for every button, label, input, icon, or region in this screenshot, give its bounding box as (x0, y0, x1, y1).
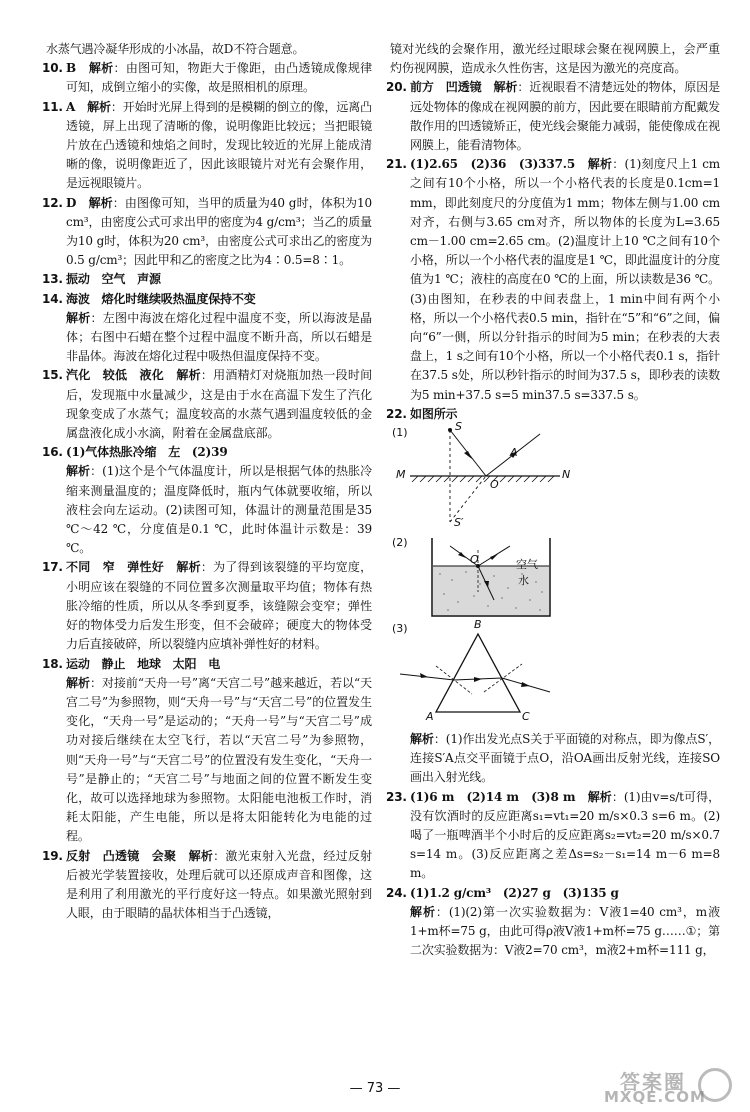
answer-number: 23. (386, 789, 407, 804)
label-o: O (490, 478, 499, 492)
answer-number: 11. (42, 99, 63, 114)
answer-number: 16. (42, 445, 63, 460)
answer-entry (42, 59, 373, 97)
answer-number: 21. (386, 157, 407, 172)
answer-text: 水蒸气遇冷凝华形成的小冰晶，故D不符合题意。 (46, 42, 305, 56)
answer-key: 反射 凸透镜 会聚 (66, 848, 177, 863)
label-a: A (510, 446, 518, 460)
answer-key: 不同 窄 弹性好 (66, 560, 165, 575)
analysis-label: 解析 (188, 848, 214, 863)
right-column (386, 40, 721, 961)
label-o: O (470, 553, 479, 567)
answer-key: B (66, 61, 76, 76)
analysis-label: 解析 (88, 61, 114, 76)
answer-key: (1)2.65 (2)36 (3)337.5 (410, 157, 576, 172)
answer-number: 22. (386, 406, 407, 421)
answer-key: D (66, 195, 77, 210)
analysis-label: 解析 (66, 310, 91, 325)
figure-refraction (390, 536, 720, 620)
answer-number: 17. (42, 560, 63, 575)
answer-entry (386, 155, 720, 405)
figure-3-tag: (3) (392, 622, 408, 636)
answer-number: 18. (42, 656, 63, 671)
prism-diagram (390, 622, 720, 726)
analysis-label: 解析 (587, 789, 612, 804)
answer-text: ：用酒精灯对烧瓶加热一段时间后，发现瓶中水量减少，这是由于水在高温下发生了汽化现象变成了水蒸气；温度较高的水蒸气遇到温度较低的金属盘液化成小水滴，附着在金属盘底部。 (66, 368, 372, 441)
answer-number: 13. (42, 272, 63, 287)
figure-1-tag: (1) (392, 426, 408, 440)
answer-entry (42, 366, 372, 443)
answer-entry (42, 194, 372, 271)
label-m: M (396, 468, 406, 482)
answer-entry (42, 98, 373, 194)
analysis-label: 解析 (493, 80, 518, 95)
label-c: C (522, 710, 530, 724)
figure-plane-mirror (390, 420, 720, 532)
analysis-label: 解析 (176, 368, 201, 383)
answer-number: 10. (42, 61, 63, 76)
label-air: 空气 (516, 558, 538, 572)
answer-text: ：(1)刻度尺上1 cm之间有10个小格，所以一个小格代表的长度是0.1cm=1 mm，即此刻度尺的分度值为1 mm；物体左侧与1.00 cm对齐，右侧与3.65 cm对齐，所以物体的长度为L=3.65 cm－1.00 cm=2.65 cm。(2)温度计上10 ℃之间有10个小格，所以一个小格代表的温度是1 ℃，即此温度计的分度值为1 ℃；液柱的高度在0 ℃的上面，所以读数是36 ℃。(3)由图知，在秒表的中间表盘上，1 min中间有两个小格，所以一个小格代表0.5 min，指针在“5”和“6”之间，偏向“6”一侧，所以分针指示的时间为5 min；在秒表的大表盘上，1 s之间有10个小格，所以一个小格代表0.1 s，指针在37.5 s处，所以秒针指示的时间为37.5 s，即秒表的读数为5 min+37.5 s=5 min37.5 s=337.5 s。 (410, 157, 720, 402)
answer-entry (386, 788, 720, 884)
label-water: 水 (518, 574, 529, 588)
answer-text: ：激光束射入光盘，经过反射后被光学装置接收，处理后就可以还原成声音和图像，这是利用了利用激光的平行度好这一特点。如果激光照射到人眼，由于眼睛的晶状体相当于凸透镜， (66, 848, 372, 921)
answer-text: ：(1)作出发光点S关于平面镜的对称点，即为像点S′，连接S′A点交平面镜于点O，沿OA画出反射光线，连接SO画出入射光线。 (410, 732, 720, 785)
answer-key: 振动 空气 声源 (66, 272, 161, 287)
analysis-label: 解析 (410, 904, 436, 919)
right-column-top (386, 40, 721, 424)
page-number: — 73 — (349, 1081, 401, 1096)
watermark-line2: MXQE.COM (604, 1088, 706, 1106)
answer-entry (42, 558, 372, 654)
answer-entry (46, 309, 372, 367)
left-column (42, 40, 373, 923)
answer-text: ：(1)这个是个气体温度计，所以是根据气体的热胀冷缩来测量温度的；温度降低时，瓶内气体就要收缩，所以液柱会向左运动。(2)读图可知，体温计的测量范围是35 ℃～42 ℃，分度值是0.1 ℃，此时体温计示数是：39 ℃。 (66, 464, 372, 556)
answer-key: 如图所示 (410, 406, 458, 421)
figure-prism (390, 618, 720, 726)
answer-entry (42, 443, 372, 462)
answer-entry (42, 270, 372, 289)
answer-text: ：(1)(2)第一次实验数据为：V液1=40 cm³，m液1+m杯=75 g，由此可得ρ液V液1+m杯=75 g……①；第二次实验数据为：V液2=70 cm³，m液2+m杯=111 g， (410, 904, 720, 958)
answer-key: 汽化 较低 液化 (66, 368, 165, 383)
refraction-diagram (390, 536, 720, 620)
answer-entry (386, 405, 720, 424)
analysis-label: 解析 (410, 732, 434, 747)
watermark-logo-icon (698, 1068, 732, 1102)
answer-text: ：由图像可知，当甲的质量为40 g时，体积为10 cm³，由密度公式可求出甲的密度为4 g/cm³；当乙的质量为10 g时，体积为20 cm³，由密度公式可求出乙的密度为0.5 g/cm³；因此甲和乙的密度之比为4∶0.5=8∶1。 (66, 195, 372, 268)
answer-entry (390, 730, 720, 788)
answer-key: (1)气体热胀冷缩 左 (2)39 (66, 445, 228, 460)
answer-key: (1)1.2 g/cm³ (2)27 g (3)135 g (410, 885, 619, 900)
right-column-bottom (386, 730, 720, 960)
analysis-label: 解析 (88, 195, 113, 210)
answer-entry (42, 847, 372, 924)
answer-entry (46, 674, 372, 847)
answer-key: 运动 静止 地球 太阳 电 (66, 656, 221, 671)
answer-entry (386, 884, 720, 903)
label-b: B (474, 618, 482, 632)
answer-key: 海波 熔化时继续吸热温度保持不变 (66, 291, 256, 306)
analysis-label: 解析 (66, 675, 90, 690)
answer-number: 20. (386, 80, 407, 95)
answer-number: 12. (42, 195, 63, 210)
answer-entry (42, 290, 372, 309)
analysis-label: 解析 (176, 560, 201, 575)
answer-entry (390, 903, 720, 961)
analysis-label: 解析 (587, 157, 613, 172)
label-s-prime: S′ (454, 516, 464, 530)
answer-entry (46, 462, 372, 558)
analysis-label: 解析 (87, 99, 111, 114)
label-a: A (426, 710, 434, 724)
label-s: S (455, 420, 462, 434)
answer-text: ：(1)由v=s/t可得，没有饮酒时的反应距离s₁=vt₁=20 m/s×0.3 s=6 m。(2)喝了一瓶啤酒半个小时后的反应距离s₂=vt₂=20 m/s×0.7 s=14 m。(3)反应距离之差Δs=s₂－s₁=14 m－6 m=8 m。 (410, 789, 720, 881)
watermark (594, 1068, 734, 1104)
plane-mirror-diagram (390, 426, 720, 532)
answer-key: 前方 凹透镜 (410, 80, 482, 95)
answer-text: ：为了得到该裂缝的平均宽度，小明应该在裂缝的不同位置多次测量取平均值；物体有热胀冷缩的性质，所以从冬季到夏季，该缝隙会变窄；弹性好的物体受力后发生形变，但不会破碎；硬度大的物体受力后直接破碎，所以裂缝内应填补弹性好的材料。 (66, 560, 372, 652)
answer-entry (42, 655, 372, 674)
answer-number: 14. (42, 291, 63, 306)
figure-2-tag: (2) (392, 536, 408, 550)
answer-key: A (66, 99, 76, 114)
answer-number: 15. (42, 368, 63, 383)
answer-entry (46, 40, 372, 59)
watermark-line1: 答案圈 (620, 1070, 686, 1094)
answer-key: (1)6 m (2)14 m (3)8 m (410, 789, 576, 804)
answer-entry (390, 40, 720, 78)
answer-text: ：对接前“天舟一号”离“天宫二号”越来越近，若以“天宫二号”为参照物，则“天舟一号”与“天宫二号”的位置发生变化，“天舟一号”是运动的；“天舟一号”与“天宫二号”成功对接后继续在太空飞行，若以“天宫二号”为参照物，则“天舟一号”与“天宫二号”的位置没有发生变化，“天舟一号”是静止的；“天宫二号”与地面之间的位置不断发生变化，故可以选择地球为参照物。太阳能电池板工作时，消耗太阳能，产生电能，所以是将太阳能转化为电能的过程。 (66, 675, 372, 844)
answer-text: ：近视眼看不清楚远处的物体，原因是远处物体的像成在视网膜的前方，因此要在眼睛前方配戴发散作用的凹透镜矫正，使光线会聚能力减弱，能使像成在视网膜上，能看清物体。 (410, 80, 721, 153)
answer-text: ：开始时光屏上得到的是模糊的倒立的像，远离凸透镜，屏上出现了清晰的像，说明像距比较远；当把眼镜片放在凸透镜和烛焰之间时，发现比较近的光屏上能成清晰的像，说明像距近了，因此该眼镜片对光有会聚作用，是远视眼镜片。 (66, 99, 373, 191)
answer-text: ：左图中海波在熔化过程中温度不变，所以海波是晶体；右图中石蜡在整个过程中温度不断升高，所以石蜡是非晶体。海波在熔化过程中吸热但温度保持不变。 (66, 310, 372, 364)
analysis-label: 解析 (66, 464, 91, 479)
answer-number: 19. (42, 848, 63, 863)
answer-text: 镜对光线的会聚作用，激光经过眼球会聚在视网膜上，会严重灼伤视网膜，造成永久性伤害，这是因为激光的亮度高。 (390, 42, 720, 76)
label-n: N (562, 468, 571, 482)
answer-entry (386, 78, 721, 155)
answer-text: ：由图可知，物距大于像距，由凸透镜成像规律可知，成倒立缩小的实像，故是照相机的原理。 (66, 61, 373, 95)
answer-number: 24. (386, 885, 407, 900)
